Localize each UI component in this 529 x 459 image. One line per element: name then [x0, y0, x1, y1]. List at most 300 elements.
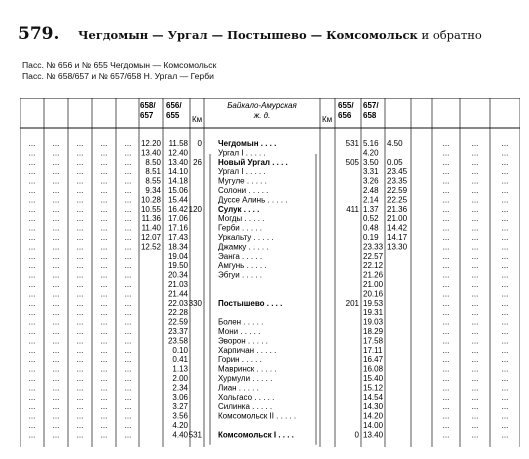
empty-cell: ... [76, 374, 84, 383]
time-train-656: 0.41 [172, 355, 188, 365]
km-value: 531 [188, 430, 202, 440]
empty-cell: ... [76, 336, 84, 346]
empty-cell: ... [100, 242, 108, 252]
empty-cell: ... [471, 233, 479, 242]
time-train-656: 15.44 [167, 195, 188, 205]
time-train-655: 14.20 [363, 411, 384, 421]
empty-cell: ... [76, 383, 84, 393]
empty-cell: ... [100, 289, 108, 299]
time-train-657: 14.17 [387, 233, 408, 242]
time-train-655: 0.19 [363, 233, 379, 242]
timetable [20, 98, 520, 447]
time-train-656: 17.06 [167, 214, 188, 224]
header-train-657-658: 658 [363, 111, 377, 120]
empty-cell: ... [501, 374, 509, 383]
time-train-656: 4.40 [172, 430, 188, 440]
time-train-655: 3.26 [363, 176, 379, 186]
empty-cell: ... [52, 167, 60, 177]
time-train-658: 9.34 [145, 186, 161, 195]
time-train-656: 21.44 [167, 289, 188, 299]
empty-cell: ... [76, 242, 84, 252]
time-train-658: 11.40 [141, 223, 161, 233]
empty-cell: ... [124, 411, 132, 421]
empty-cell: ... [471, 167, 479, 177]
empty-cell: ... [471, 374, 479, 383]
empty-cell: ... [100, 336, 108, 346]
empty-cell: ... [124, 364, 132, 374]
time-train-658: 8.51 [145, 167, 161, 177]
empty-cell: ... [76, 195, 84, 205]
station-name: Эбгуи . . . . . [218, 270, 262, 280]
empty-cell: ... [442, 336, 450, 346]
empty-cell: ... [124, 157, 132, 167]
empty-cell: ... [52, 214, 60, 224]
empty-cell: ... [471, 336, 479, 346]
empty-cell: ... [442, 327, 450, 336]
empty-cell: ... [76, 233, 84, 242]
empty-cell: ... [100, 383, 108, 393]
empty-cell: ... [501, 327, 509, 336]
empty-cell: ... [28, 139, 36, 148]
time-train-656: 22.59 [167, 317, 188, 327]
empty-cell: ... [442, 345, 450, 355]
station-name: Мугуле . . . . . [218, 176, 267, 186]
empty-cell: ... [28, 364, 36, 374]
time-train-658: 13.40 [140, 148, 161, 158]
empty-cell: ... [471, 430, 479, 440]
empty-cell: ... [28, 233, 36, 242]
empty-cell: ... [471, 280, 479, 289]
empty-cell: ... [471, 242, 479, 252]
header-railway: ж. д. [253, 111, 271, 120]
empty-cell: ... [124, 223, 132, 233]
km-value: 26 [193, 157, 202, 167]
station-name: Эворон . . . . . [218, 336, 268, 346]
time-train-655: 2.48 [363, 186, 379, 195]
header-railway: Байкало-Амурская [227, 101, 297, 110]
empty-cell: ... [52, 139, 60, 148]
empty-cell: ... [100, 421, 108, 430]
empty-cell: ... [471, 289, 479, 299]
empty-cell: ... [124, 336, 132, 346]
time-train-656: 21.03 [167, 280, 188, 289]
km-value: 0 [197, 139, 202, 148]
time-train-655: 5.16 [363, 139, 379, 148]
empty-cell: ... [28, 280, 36, 289]
km-value-right: 201 [345, 298, 359, 308]
time-train-657: 22.25 [387, 195, 408, 205]
empty-cell: ... [471, 223, 479, 233]
empty-cell: ... [76, 298, 84, 308]
empty-cell: ... [442, 411, 450, 421]
empty-cell: ... [124, 374, 132, 383]
station-name: Комсомольск II . . . . . [218, 411, 297, 421]
empty-cell: ... [124, 242, 132, 252]
time-train-657: 14.42 [387, 223, 408, 233]
station-name: Дуссе Алинь . . . . . [218, 195, 288, 205]
time-train-656: 1.13 [172, 364, 188, 374]
empty-cell: ... [76, 223, 84, 233]
empty-cell: ... [76, 214, 84, 224]
empty-cell: ... [52, 261, 60, 271]
empty-cell: ... [501, 402, 509, 412]
empty-cell: ... [442, 148, 450, 158]
km-value-right: 531 [345, 139, 359, 148]
time-train-656: 17.16 [167, 223, 188, 233]
empty-cell: ... [28, 289, 36, 299]
station-name: Ургал I . . . . . [218, 167, 266, 177]
empty-cell: ... [471, 270, 479, 280]
station-name: Эанга . . . . . [218, 251, 263, 261]
time-train-656: 17.43 [167, 233, 188, 242]
empty-cell: ... [76, 148, 84, 158]
empty-cell: ... [501, 364, 509, 374]
empty-cell: ... [501, 430, 509, 440]
empty-cell: ... [76, 402, 84, 412]
empty-cell: ... [124, 148, 132, 158]
empty-cell: ... [76, 317, 84, 327]
empty-cell: ... [124, 298, 132, 308]
time-train-655: 20.16 [363, 289, 384, 299]
empty-cell: ... [52, 298, 60, 308]
empty-cell: ... [76, 327, 84, 336]
empty-cell: ... [442, 402, 450, 412]
empty-cell: ... [100, 186, 108, 195]
time-train-655: 14.00 [363, 421, 384, 430]
time-train-655: 15.12 [363, 383, 384, 393]
header-train-656-655: 656/ [166, 101, 182, 110]
station-name: Хольгасо . . . . . [218, 392, 275, 402]
time-train-657: 21.00 [387, 214, 408, 224]
empty-cell: ... [442, 157, 450, 167]
empty-cell: ... [100, 411, 108, 421]
empty-cell: ... [52, 374, 60, 383]
empty-cell: ... [124, 383, 132, 393]
time-train-657: 23.35 [387, 176, 408, 186]
empty-cell: ... [52, 392, 60, 402]
empty-cell: ... [124, 214, 132, 224]
empty-cell: ... [76, 186, 84, 195]
empty-cell: ... [124, 204, 132, 214]
empty-cell: ... [100, 355, 108, 365]
empty-cell: ... [28, 345, 36, 355]
empty-cell: ... [124, 186, 132, 195]
empty-cell: ... [52, 327, 60, 336]
empty-cell: ... [76, 308, 84, 318]
header-train-657-658: 657/ [363, 101, 379, 110]
empty-cell: ... [28, 214, 36, 224]
empty-cell: ... [501, 261, 509, 271]
empty-cell: ... [501, 355, 509, 365]
empty-cell: ... [124, 317, 132, 327]
time-train-656: 18.34 [167, 242, 188, 252]
empty-cell: ... [52, 157, 60, 167]
empty-cell: ... [28, 308, 36, 318]
empty-cell: ... [100, 148, 108, 158]
time-train-655: 13.40 [363, 430, 384, 440]
station-name: Хурмули . . . . . [218, 374, 273, 383]
station-name: Новый Ургал . . . . [218, 157, 288, 167]
time-train-655: 21.26 [363, 270, 384, 280]
time-train-655: 22.57 [363, 251, 384, 261]
empty-cell: ... [501, 421, 509, 430]
empty-cell: ... [501, 280, 509, 289]
km-value: 330 [188, 298, 202, 308]
empty-cell: ... [100, 402, 108, 412]
empty-cell: ... [100, 374, 108, 383]
empty-cell: ... [28, 327, 36, 336]
empty-cell: ... [28, 355, 36, 365]
empty-cell: ... [471, 157, 479, 167]
station-name: Силинка . . . . . [218, 402, 273, 412]
time-train-657: 4.50 [387, 139, 403, 148]
empty-cell: ... [28, 157, 36, 167]
empty-cell: ... [76, 430, 84, 440]
km-value-right: 411 [346, 204, 359, 214]
empty-cell: ... [442, 280, 450, 289]
header-train-658-657: 657 [140, 111, 154, 120]
empty-cell: ... [52, 186, 60, 195]
empty-cell: ... [442, 139, 450, 148]
time-train-655: 17.11 [363, 345, 383, 355]
time-train-658: 8.55 [145, 176, 161, 186]
empty-cell: ... [76, 270, 84, 280]
header-train-655-656: 656 [338, 111, 352, 120]
time-train-656: 2.34 [172, 383, 188, 393]
time-train-656: 16.42 [167, 204, 188, 214]
empty-cell: ... [76, 167, 84, 177]
empty-cell: ... [52, 242, 60, 252]
empty-cell: ... [100, 139, 108, 148]
empty-cell: ... [28, 242, 36, 252]
time-train-657: 13.30 [387, 242, 408, 252]
empty-cell: ... [100, 233, 108, 242]
empty-cell: ... [76, 157, 84, 167]
empty-cell: ... [28, 204, 36, 214]
empty-cell: ... [442, 421, 450, 430]
subtitle-line-2: Пасс. № 658/657 и № 657/658 Н. Ургал — Герби [22, 71, 214, 81]
empty-cell: ... [100, 298, 108, 308]
empty-cell: ... [52, 148, 60, 158]
empty-cell: ... [28, 251, 36, 261]
empty-cell: ... [28, 176, 36, 186]
empty-cell: ... [442, 251, 450, 261]
route-title [78, 28, 482, 42]
empty-cell: ... [28, 167, 36, 177]
empty-cell: ... [52, 345, 60, 355]
empty-cell: ... [28, 421, 36, 430]
empty-cell: ... [501, 176, 509, 186]
station-name: Харпичан . . . . . [218, 345, 277, 355]
empty-cell: ... [76, 355, 84, 365]
time-train-658: 10.28 [140, 195, 161, 205]
empty-cell: ... [28, 148, 36, 158]
empty-cell: ... [76, 176, 84, 186]
empty-cell: ... [124, 308, 132, 318]
empty-cell: ... [52, 176, 60, 186]
empty-cell: ... [124, 392, 132, 402]
time-train-655: 21.00 [363, 280, 384, 289]
empty-cell: ... [28, 195, 36, 205]
station-name: Постышево . . . . [218, 298, 283, 308]
time-train-655: 2.14 [363, 195, 379, 205]
time-train-655: 3.50 [363, 157, 379, 167]
time-train-658: 12.20 [140, 139, 161, 148]
time-train-655: 15.40 [363, 374, 384, 383]
time-train-656: 4.20 [172, 421, 188, 430]
empty-cell: ... [28, 430, 36, 440]
empty-cell: ... [442, 355, 450, 365]
empty-cell: ... [124, 327, 132, 336]
empty-cell: ... [501, 308, 509, 318]
time-train-656: 2.00 [172, 374, 188, 383]
empty-cell: ... [471, 298, 479, 308]
empty-cell: ... [52, 308, 60, 318]
empty-cell: ... [100, 214, 108, 224]
station-name: Комсомольск I . . . . [218, 430, 294, 440]
empty-cell: ... [28, 392, 36, 402]
time-train-656: 22.03 [167, 298, 188, 308]
empty-cell: ... [471, 392, 479, 402]
empty-cell: ... [471, 204, 479, 214]
empty-cell: ... [52, 336, 60, 346]
header-train-655-656: 655/ [338, 101, 354, 110]
empty-cell: ... [76, 204, 84, 214]
time-train-656: 13.40 [167, 157, 188, 167]
empty-cell: ... [471, 148, 479, 158]
empty-cell: ... [442, 392, 450, 402]
subtitle-line-1: Пасс. № 656 и № 655 Чегдомын — Комсомольск [22, 60, 217, 70]
empty-cell: ... [471, 251, 479, 261]
empty-cell: ... [100, 317, 108, 327]
empty-cell: ... [501, 242, 509, 252]
time-train-655: 14.54 [363, 392, 384, 402]
km-value-right: 505 [345, 157, 359, 167]
time-train-655: 0.52 [363, 214, 379, 224]
empty-cell: ... [28, 298, 36, 308]
km-value-right: 0 [354, 430, 359, 440]
empty-cell: ... [124, 289, 132, 299]
empty-cell: ... [501, 214, 509, 224]
empty-cell: ... [100, 345, 108, 355]
empty-cell: ... [76, 261, 84, 271]
empty-cell: ... [76, 411, 84, 421]
empty-cell: ... [124, 195, 132, 205]
empty-cell: ... [501, 157, 509, 167]
station-name: Могды . . . . . [218, 214, 265, 224]
empty-cell: ... [471, 186, 479, 195]
time-train-655: 18.29 [363, 327, 384, 336]
empty-cell: ... [28, 223, 36, 233]
km-value: 120 [188, 204, 202, 214]
empty-cell: ... [501, 383, 509, 393]
empty-cell: ... [100, 308, 108, 318]
empty-cell: ... [471, 383, 479, 393]
empty-cell: ... [442, 308, 450, 318]
time-train-656: 22.28 [167, 308, 188, 318]
time-train-657: 0.05 [387, 157, 403, 167]
station-name: Ургал I . . . . . [218, 148, 266, 158]
time-train-657: 22.59 [387, 186, 408, 195]
empty-cell: ... [471, 317, 479, 327]
empty-cell: ... [501, 251, 509, 261]
empty-cell: ... [442, 270, 450, 280]
empty-cell: ... [52, 233, 60, 242]
time-train-655: 16.47 [363, 355, 384, 365]
empty-cell: ... [52, 421, 60, 430]
empty-cell: ... [76, 345, 84, 355]
empty-cell: ... [501, 270, 509, 280]
time-train-655: 3.31 [363, 167, 379, 177]
header-train-656-655: 655 [166, 111, 180, 120]
empty-cell: ... [442, 195, 450, 205]
empty-cell: ... [100, 195, 108, 205]
station-name: Чегдомын . . . . [218, 139, 277, 148]
empty-cell: ... [124, 430, 132, 440]
station-name: Солони . . . . . [218, 186, 269, 195]
station-name: Сулук . . . . [218, 204, 260, 214]
empty-cell: ... [501, 167, 509, 177]
empty-cell: ... [76, 280, 84, 289]
empty-cell: ... [28, 402, 36, 412]
empty-cell: ... [76, 421, 84, 430]
empty-cell: ... [471, 345, 479, 355]
empty-cell: ... [100, 157, 108, 167]
empty-cell: ... [76, 139, 84, 148]
empty-cell: ... [100, 251, 108, 261]
empty-cell: ... [471, 364, 479, 374]
empty-cell: ... [471, 308, 479, 318]
empty-cell: ... [100, 261, 108, 271]
empty-cell: ... [76, 251, 84, 261]
empty-cell: ... [471, 327, 479, 336]
time-train-656: 3.27 [172, 402, 188, 412]
time-train-656: 19.04 [167, 251, 188, 261]
empty-cell: ... [52, 317, 60, 327]
station-name: Амгунь . . . . . [218, 261, 267, 271]
empty-cell: ... [76, 289, 84, 299]
empty-cell: ... [442, 364, 450, 374]
empty-cell: ... [442, 298, 450, 308]
empty-cell: ... [52, 195, 60, 205]
station-name: Лиан . . . . . [218, 383, 259, 393]
time-train-656: 14.18 [167, 176, 188, 186]
empty-cell: ... [52, 411, 60, 421]
time-train-656: 19.50 [167, 261, 188, 271]
empty-cell: ... [471, 411, 479, 421]
empty-cell: ... [28, 261, 36, 271]
empty-cell: ... [501, 336, 509, 346]
time-train-656: 23.58 [167, 336, 188, 346]
empty-cell: ... [28, 317, 36, 327]
empty-cell: ... [442, 204, 450, 214]
empty-cell: ... [124, 421, 132, 430]
time-train-656: 11.58 [168, 139, 188, 148]
header-train-658-657: 658/ [140, 101, 156, 110]
empty-cell: ... [501, 148, 509, 158]
empty-cell: ... [501, 298, 509, 308]
empty-cell: ... [501, 345, 509, 355]
empty-cell: ... [442, 167, 450, 177]
empty-cell: ... [28, 186, 36, 195]
empty-cell: ... [442, 242, 450, 252]
time-train-658: 12.52 [140, 242, 161, 252]
empty-cell: ... [124, 270, 132, 280]
empty-cell: ... [442, 214, 450, 224]
time-train-655: 1.37 [363, 204, 379, 214]
station-name: Мавринск . . . . . [218, 364, 277, 374]
time-train-655: 19.53 [363, 298, 384, 308]
